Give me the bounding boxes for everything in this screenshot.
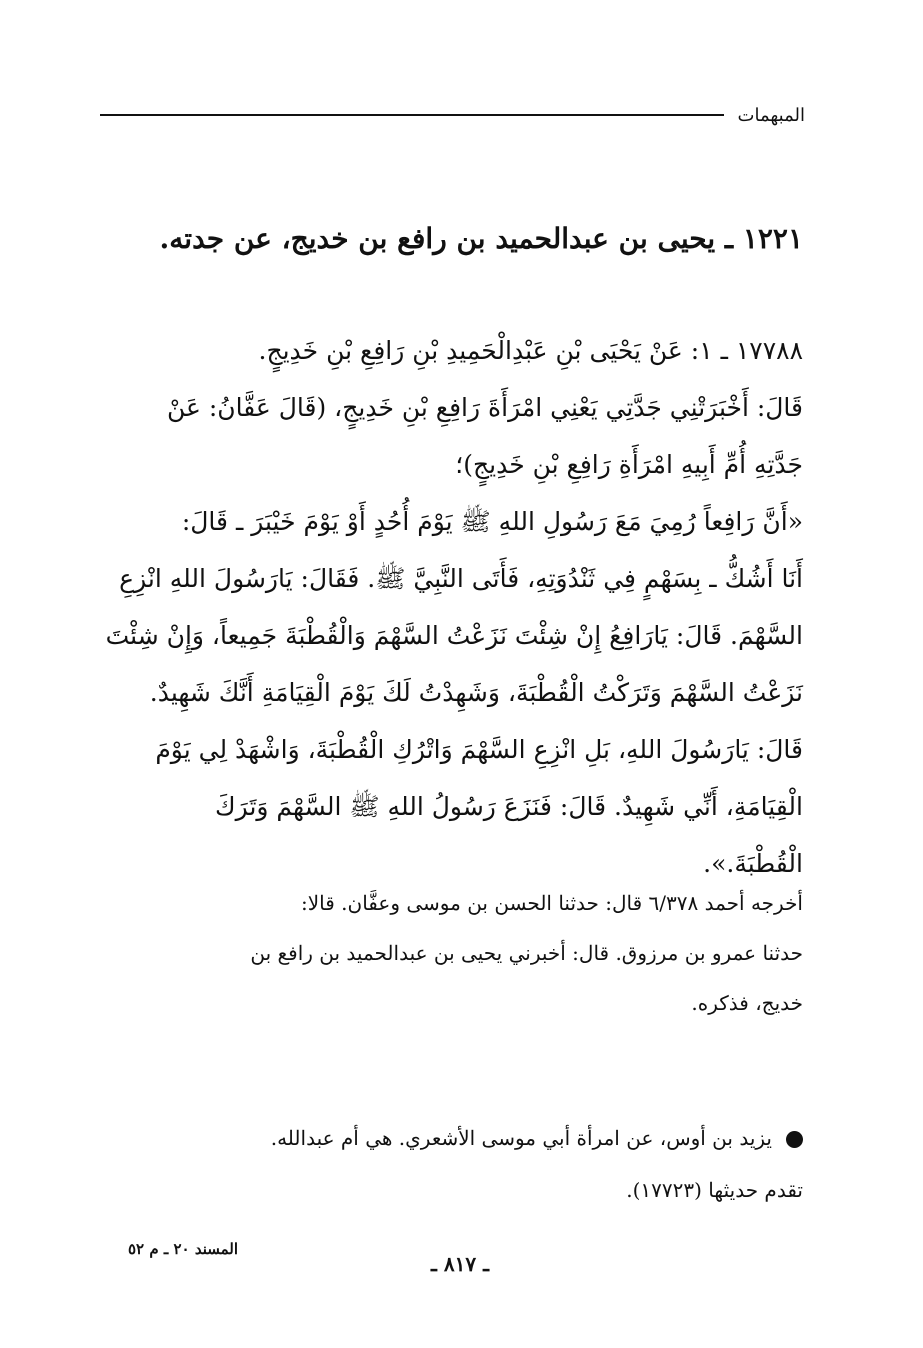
hadith-line: أَنَا أَشُكُّ ـ بِسَهْمٍ فِي ثَنْدُوَتِهِ، فَأَتَى النَّبِيَّ ﷺ. فَقَالَ: يَارَسُولَ اللهِ انْزِعِ [119,564,803,593]
hadith-line: الْقِيَامَةِ، أَنِّي شَهِيدٌ. قَالَ: فَنَزَعَ رَسُولُ اللهِ ﷺ السَّهْمَ وَتَرَكَ [215,792,803,821]
note-line: تقدم حديثها (١٧٧٢٣). [626,1178,803,1202]
hadith-line: جَدَّتِهِ أُمِّ أَبِيهِ امْرَأَةِ رَافِعِ بْنِ خَدِيجٍ)؛ [455,450,803,479]
header-rule [100,114,724,116]
page-number: ـ ٨١٧ ـ [431,1252,489,1276]
hadith-line: الْقُطْبَةَ.». [703,849,803,878]
printer-signature: المسند ٢٠ ـ م ٥٢ [128,1240,239,1258]
hadith-text [100,322,803,892]
hadith-line: قَالَ: يَارَسُولَ اللهِ، بَلِ انْزِعِ السَّهْمَ وَاتْرُكِ الْقُطْبَةَ، وَاشْهَدْ لِي يَوْمَ [155,735,803,764]
takhrij-line: حدثنا عمرو بن مرزوق. قال: أخبرني يحيى بن عبدالحميد بن رافع بن [250,941,803,965]
note-line [100,1112,803,1164]
chapter-title: ١٢٢١ ـ يحيى بن عبدالحميد بن رافع بن خديج، عن جدته. [159,222,803,255]
hadith-line: «أَنَّ رَافِعاً رُمِيَ مَعَ رَسُولِ اللهِ ﷺ يَوْمَ أُحُدٍ أَوْ يَوْمَ خَيْبَرَ ـ قَالَ: [181,507,803,536]
running-header [100,100,805,130]
takhrij-line: خديج، فذكره. [691,991,803,1015]
note-text: يزيد بن أوس، عن امرأة أبي موسى الأشعري. هي أم عبدالله. [270,1126,772,1150]
takhrij-note [100,878,803,1028]
hadith-line: ١٧٧٨٨ ـ ١: عَنْ يَحْيَى بْنِ عَبْدِالْحَمِيدِ بْنِ رَافِعِ بْنِ خَدِيجٍ. [258,336,803,365]
hadith-line: نَزَعْتُ السَّهْمَ وَتَرَكْتُ الْقُطْبَةَ، وَشَهِدْتُ لَكَ يَوْمَ الْقِيَامَةِ أَنَّكَ شَهِيدٌ. [149,678,803,707]
bullet-icon [786,1131,803,1148]
running-title: المبهمات [737,104,805,126]
takhrij-line: أخرجه أحمد ٦/٣٧٨ قال: حدثنا الحسن بن موسى وعفَّان. قالا: [301,891,803,915]
hadith-line: قَالَ: أَخْبَرَتْنِي جَدَّتِي يَعْنِي امْرَأَةَ رَافِعِ بْنِ خَدِيجٍ، (قَالَ عَفَّانُ: عَنْ [166,393,803,422]
cross-reference-note [100,1112,803,1216]
hadith-line: السَّهْمَ. قَالَ: يَارَافِعُ إِنْ شِئْتَ نَزَعْتُ السَّهْمَ وَالْقُطْبَةَ جَمِيعاً، وَإِنْ شِئْتَ [105,621,803,650]
